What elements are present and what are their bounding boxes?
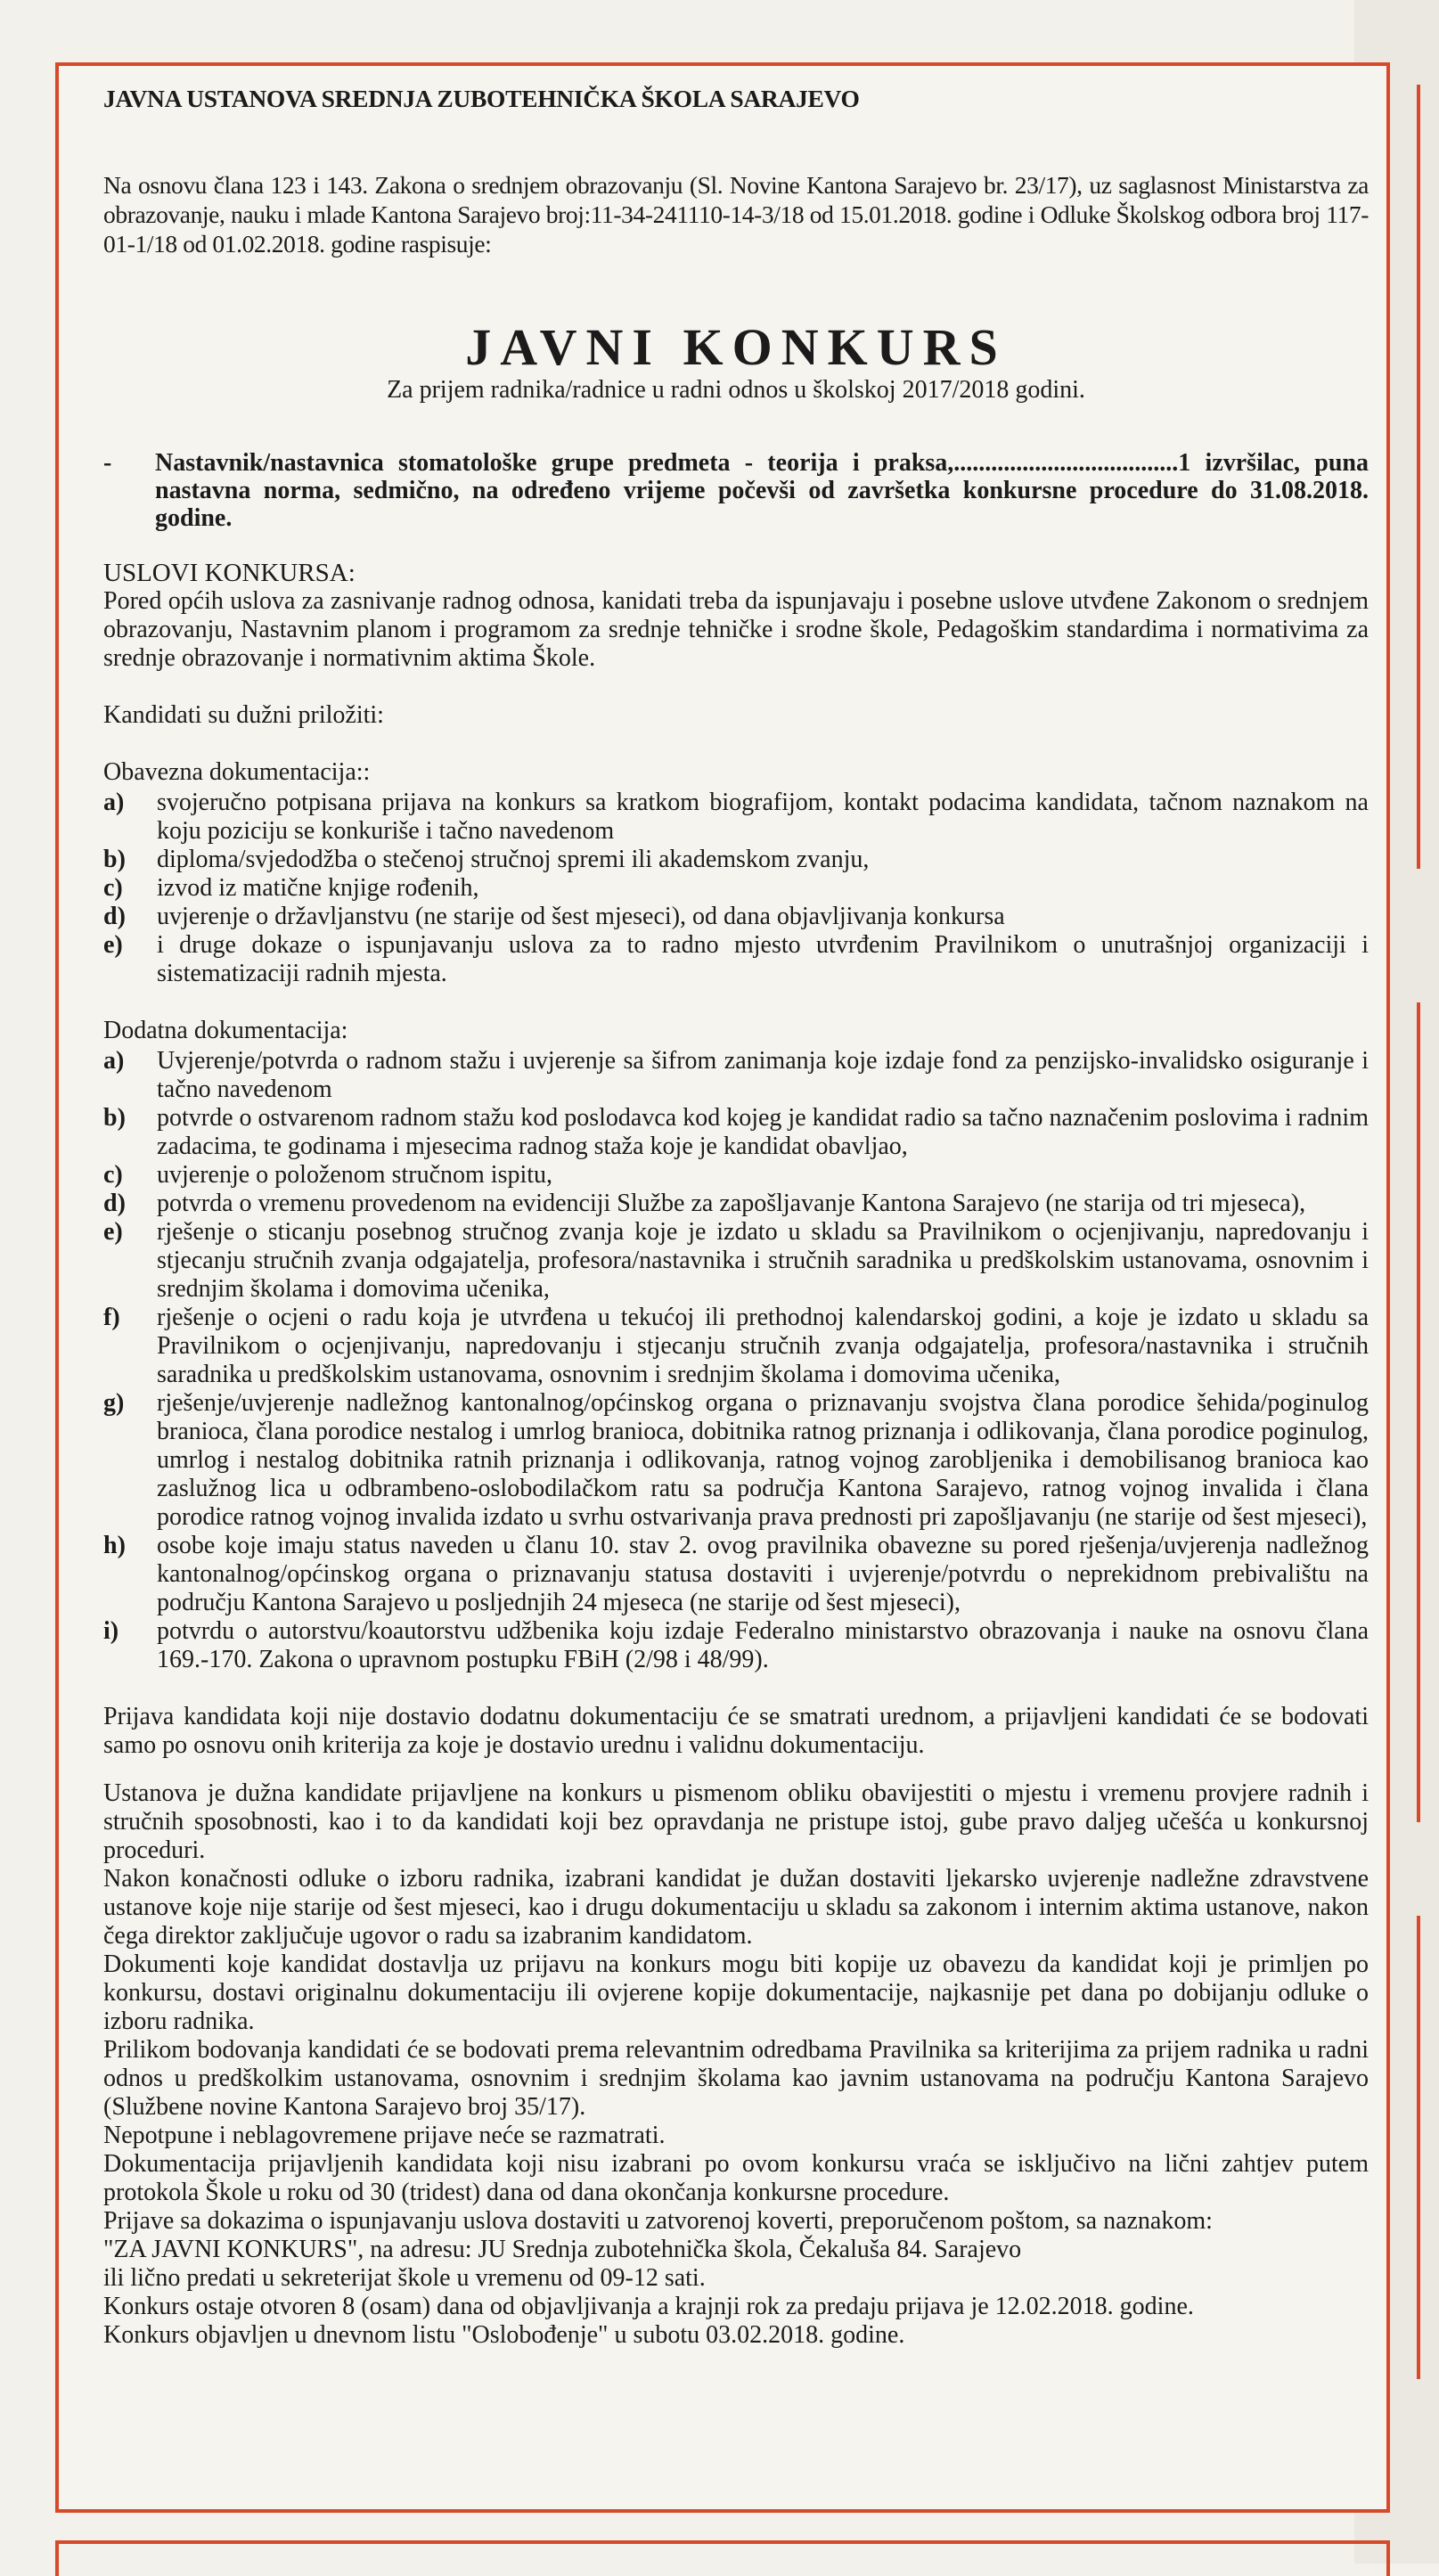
submission-instructions: Prijave sa dokazima o ispunjavanju uslova dostaviti u zatvorenoj koverti, preporučenom poštom, sa naznakom:	[103, 2207, 1213, 2235]
documents-copies-paragraph: Dokumenti koje kandidat dostavlja uz prijavu na konkurs mogu biti kopije uz obavezu da kandidat koji je primljen po konkursu, dostavi originalnu dokumentaciju ili ovjerene kopije dokumentacije, najkasnije pet dana po dobijanju odluke o izboru radnika.	[103, 1950, 1369, 2035]
organization-name: JAVNA USTANOVA SREDNJA ZUBOTEHNIČKA ŠKOLA SARAJEVO	[103, 85, 860, 112]
required-attachments-heading: Kandidati su dužni priložiti:	[103, 701, 384, 729]
list-item: e) rješenje o sticanju posebnog stručnog zvanja koje je izdato u skladu sa Pravilnikom o ocjenjivanju, napredovanju i stjecanju stručnih zvanja odgajatelja, profesora/nastavnika i stručnih saradnika u predškolskim ustanovama, osnovnim i srednjim školama i domovima učenika,	[103, 1218, 1369, 1303]
list-item: e) i druge dokaze o ispunjavanju uslova za to radno mjesto utvrđenim Pravilnikom o unutrašnjoj organizaciji i sistematizaciji radnih mjesta.	[103, 931, 1369, 987]
list-item: f) rješenje o ocjeni o radu koja je utvrđena u tekućoj ili prethodnoj kalendarskoj godini, a koje je izdato u skladu sa Pravilnikom o ocjenjivanju, napredovanju i stjecanju stručnih zvanja odgajatelja, profesora/nastavnika i stručnih saradnika u predškolskim ustanovama, osnovnim i srednjim školama i domovima učenika,	[103, 1304, 1369, 1388]
additional-docs-heading: Dodatna dokumentacija:	[103, 1017, 348, 1044]
incomplete-applications-paragraph: Nepotpune i neblagovremene prijave neće se razmatrati.	[103, 2122, 666, 2149]
list-item: a) svojeručno potpisana prijava na konkurs sa kratkom biografijom, kontakt podacima kandidata, tačnom naznakom na koju poziciju se konkuriše i tačno navedenom	[103, 789, 1369, 845]
notification-paragraph: Ustanova je dužna kandidate prijavljene na konkurs u pismenom obliku obavijestiti o mjestu i vremenu provjere radnih i stručnih sposobnosti, kao i to da kandidati koji bez opravdanja ne pristupe istoj, gube pravo daljeg učešća u konkursnoj proceduri.	[103, 1779, 1369, 1864]
adjacent-ad-border	[1417, 1916, 1420, 2379]
next-advertisement-border	[55, 2540, 1390, 2576]
list-item: d) uvjerenje o državljanstvu (ne starije od šest mjeseci), od dana objavljivanja konkursa	[103, 903, 1005, 930]
valid-application-paragraph: Prijava kandidata koji nije dostavio dodatnu dokumentaciju će se smatrati urednom, a prijavljeni kandidati će se bodovati samo po osnovu onih kriterija za koje je dostavio urednu i validnu dokumentaciju.	[103, 1703, 1369, 1759]
conditions-text: Pored općih uslova za zasnivanje radnog odnosa, kanidati treba da ispunjavaju i posebne uslove utvđene Zakonom o srednjem obrazovanju, Nastavnim planom i programom za srednje tehničke i srodne škole, Pedagoškim standardima i normativima za srednje obrazovanje i normativnim aktima Škole.	[103, 587, 1369, 672]
list-item: h) osobe koje imaju status naveden u članu 10. stav 2. ovog pravilnika obavezne su pored rješenja/uvjerenja nadležnog kantonalnog/općinskog organa o priznavanju statusa dostaviti i uvjerenje/potvrdu o neprekidnom prebivalištu na području Kantona Sarajevo u posljednjih 24 mjeseca (ne starije od šest mjeseci),	[103, 1532, 1369, 1616]
adjacent-ad-border	[1417, 85, 1420, 869]
list-item: c) izvod iz matične knjige rođenih,	[103, 874, 479, 902]
conditions-heading: USLOVI KONKURSA:	[103, 559, 356, 587]
publication-paragraph: Konkurs objavljen u dnevnom listu "Oslobođenje" u subotu 03.02.2018. godine.	[103, 2321, 905, 2349]
mandatory-docs-list	[103, 789, 1369, 988]
submission-in-person: ili lično predati u sekreterijat škole u vremenu od 09-12 sati.	[103, 2264, 706, 2292]
deadline-paragraph: Konkurs ostaje otvoren 8 (osam) dana od objavljivanja a krajnji rok za predaju prijava je 12.02.2018. godine.	[103, 2293, 1194, 2320]
list-item: c) uvjerenje o položenom stručnom ispitu,	[103, 1161, 553, 1189]
announcement-subtitle: Za prijem radnika/radnice u radni odnos u školskoj 2017/2018 godini.	[387, 376, 1085, 404]
list-item: i) potvrdu o autorstvu/koautorstvu udžbenika koju izdaje Federalno ministarstvo obrazovanja i nauke na osnovu člana 169.-170. Zakona o upravnom postupku FBiH (2/98 i 48/99).	[103, 1617, 1369, 1673]
list-item: a) Uvjerenje/potvrda o radnom stažu i uvjerenje sa šifrom zanimanja koje izdaje fond za penzijsko-invalidsko osiguranje i tačno navedenom	[103, 1047, 1369, 1103]
position-entry	[103, 449, 1369, 532]
submission-address: "ZA JAVNI KONKURS", na adresu: JU Srednja zubotehnička škola, Čekaluša 84. Sarajevo	[103, 2236, 1022, 2263]
legal-basis-paragraph: Na osnovu člana 123 i 143. Zakona o srednjem obrazovanju (Sl. Novine Kantona Sarajevo br. 23/17), uz saglasnost Ministarstva za obrazovanje, nauku i mlade Kantona Sarajevo broj:11-34-241110-14-3/18 od 15.01.2018. godine i Odluke Školskog odbora broj 117-01-1/18 od 01.02.2018. godine raspisuje:	[103, 171, 1369, 258]
additional-docs-list	[103, 1047, 1369, 1674]
after-selection-paragraph: Nakon konačnosti odluke o izboru radnika, izabrani kandidat je dužan dostaviti ljekarsko uvjerenje nadležne zdravstvene ustanove koje nije starije od šest mjeseci, kao i drugu dokumentaciju u skladu sa zakonom i internim aktima ustanove, nakon čega direktor zaključuje ugovor o radu sa izabranim kandidatom.	[103, 1865, 1369, 1950]
announcement-title: JAVNI KONKURS	[465, 318, 1007, 376]
list-item: b) diploma/svjedodžba o stečenoj stručnoj spremi ili akademskom zvanju,	[103, 846, 870, 873]
documentation-return-paragraph: Dokumentacija prijavljenih kandidata koji nisu izabrani po ovom konkursu vraća se isključivo na lični zahtjev putem protokola Škole u roku od 30 (tridest) dana od dana okončanja konkursne procedure.	[103, 2150, 1369, 2206]
announcement-body	[103, 85, 1369, 2350]
list-item: b) potvrde o ostvarenom radnom stažu kod poslodavca kod kojeg je kandidat radio sa tačno naznačenim poslovima i radnim zadacima, te godinama i mjesecima radnog staža koje je kandidat obavljao,	[103, 1104, 1369, 1160]
mandatory-docs-heading: Obavezna dokumentacija::	[103, 758, 371, 786]
position-description: Nastavnik/nastavnica stomatološke grupe predmeta - teorija i praksa,....................................1 izvršilac, puna nastavna norma, sedmično, na određeno vrijeme počevši od završetka konkursne procedure do 31.08.2018. godine.	[155, 449, 1369, 532]
list-item: d) potvrda o vremenu provedenom na evidenciji Službe za zapošljavanje Kantona Sarajevo (ne starija od tri mjeseca),	[103, 1190, 1306, 1217]
list-item: g) rješenje/uvjerenje nadležnog kantonalnog/općinskog organa o priznavanju svojstva člana porodice šehida/poginulog branioca, člana porodice nestalog i umrlog branioca, dobitnika ratnog priznanja i odlikovanja, člana porodice poginulog, umrlog i nestalog dobitnika ratnih priznanja i odlikovanja, ratnog vojnog zarobljenika i demobilisanog branioca kao zaslužnog lica u odbrambeno-oslobodilačkom ratu sa područja Kantona Sarajevo, ratnog vojnog invalida i člana porodice ratnog vojnog invalida izdato u svrhu ostvarivanja prava prednosti pri zapošljavanju (ne starije od šest mjeseci),	[103, 1389, 1369, 1531]
position-bullet: -	[103, 449, 112, 477]
scoring-paragraph: Prilikom bodovanja kandidati će se bodovati prema relevantnim odredbama Pravilnika sa kriterijima za prijem radnika u radni odnos u predškolkim ustanovama, osnovnim i srednjim školama kao javnim ustanovama na području Kantona Sarajevo (Službene novine Kantona Sarajevo broj 35/17).	[103, 2036, 1369, 2121]
adjacent-ad-border	[1417, 1002, 1420, 1822]
